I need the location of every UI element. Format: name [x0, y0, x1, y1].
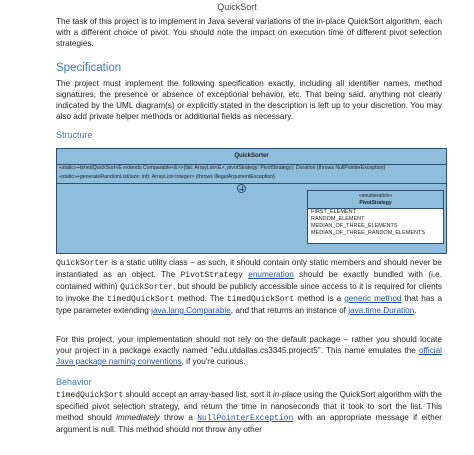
code-quicksorter: QuickSorter	[120, 283, 173, 292]
uml-enum-item: MEDIAN_OF_THREE_RANDOM_ELEMENTS	[311, 230, 425, 236]
uml-enum-item: FIRST_ELEMENT	[311, 209, 356, 215]
code-timedquicksort: timedQuickSort	[226, 295, 295, 304]
text-run: For this project, your implementation should not rely on the default package – rather you should locate your project in a package exactly named "edu.utdallas.cs3345.project5". This name emulates the	[56, 335, 442, 355]
text-run: , and that returns an instance of	[230, 306, 349, 315]
behavior-paragraph	[56, 389, 442, 435]
duration-link[interactable]: java.time.Duration	[348, 306, 415, 315]
nullpointerexception-link[interactable]: NullPointerException	[197, 414, 294, 423]
uml-enum-stereotype: «enumeration»	[358, 193, 393, 199]
behavior-heading: Behavior	[56, 377, 92, 387]
uml-enum-name: PivotStrategy	[359, 200, 392, 206]
text-run: , if you're curious.	[181, 357, 246, 366]
uml-diagram	[56, 148, 447, 254]
code-pivotstrategy: PivotStrategy	[180, 271, 243, 280]
code-timedquicksort: timedQuickSort	[56, 391, 124, 400]
text-run: using the QuickSort algorithm with the specified pivot selection strategy, and return the time in nanoseconds that it took to sort the list. This method should	[56, 390, 442, 422]
package-paragraph	[56, 334, 442, 367]
uml-method-generate-random-list: «static»+generateRandomList(size: int): ArrayList<Integer> {throws IllegalArgumentException}	[59, 174, 275, 180]
text-run: method is a	[294, 294, 345, 303]
intro-paragraph: The task of this project is to implement in Java several variations of the in-place QuickSort algorithm, each with a different choice of pivot. You should note the impact on execution time of different pivot selection strategies.	[56, 17, 442, 48]
enumeration-link[interactable]: enumeration	[248, 270, 294, 279]
text-run: method. The	[174, 294, 227, 303]
comparable-link[interactable]: java.lang.Comparable	[151, 306, 231, 315]
text-run: should accept an array-based list, sort it	[123, 390, 273, 399]
text-run: throw a	[159, 413, 198, 422]
text-run: with an appropriate message if either argument is null. This method should not throw any other	[56, 413, 442, 434]
code-quicksorter: QuickSorter	[56, 259, 109, 268]
text-run: in-place	[272, 390, 302, 399]
uml-class-name: QuickSorter	[57, 149, 446, 165]
uml-method-timed-quick-sort: «static»+timedQuickSort<E extends Comparable<E>>(list: ArrayList<E>, pivotStrategy: PivotStrategy): Duration {throws NullPointerException}	[59, 165, 386, 171]
text-run: immediately	[116, 413, 160, 422]
text-run: that has a type parameter extending	[56, 294, 442, 315]
text-run: .	[414, 306, 417, 315]
package-naming-link[interactable]: official Java package naming conventions	[56, 346, 442, 366]
uml-enum-item: RANDOM_ELEMENT	[311, 216, 365, 222]
specification-heading: Specification	[56, 62, 122, 74]
uml-enum-item: MEDIAN_OF_THREE_ELEMENTS	[311, 223, 398, 229]
utility-class-paragraph	[56, 257, 442, 316]
document-title: QuickSort	[217, 2, 257, 12]
text-run: , but should be publicly accessible since access to it is required for clients to invoke the	[56, 282, 442, 303]
structure-heading: Structure	[56, 130, 93, 140]
uml-enum-header	[308, 191, 443, 209]
generic-method-link[interactable]: generic method	[344, 294, 402, 303]
uml-enum-box	[307, 190, 444, 244]
specification-paragraph: The project must implement the following specification exactly, including all identifier names, method signatures, the presence or absence of exceptional behavior, etc. That being said, anything not clearly indicated by the UML diagram(s) or explicitly stated in the description is left up to your discretion. You may also add private helper methods or additional fields as necessary.	[56, 79, 442, 121]
uml-enum-items	[308, 209, 443, 237]
text-run: should be exactly bundled with (i.e. contained within)	[56, 270, 442, 291]
nesting-icon	[237, 184, 246, 193]
code-timedquicksort: timedQuickSort	[107, 295, 175, 304]
uml-methods	[57, 164, 446, 184]
text-run: is a static utility class – as such, it should contain only static members and should never be instantiated as an object. The	[56, 258, 442, 279]
